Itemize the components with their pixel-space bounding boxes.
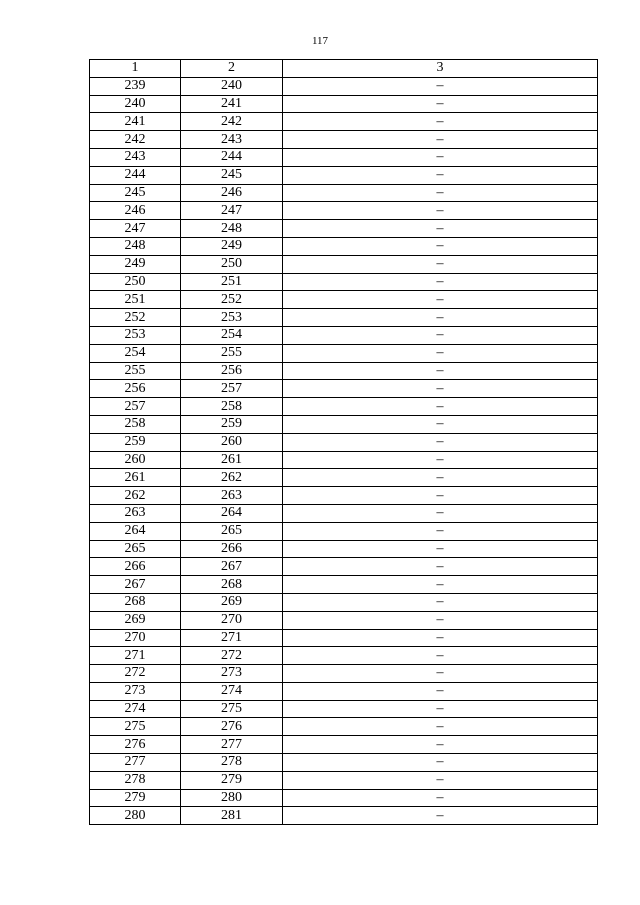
table-row (90, 647, 598, 665)
table-cell-col-1: 241 (90, 113, 181, 131)
table-cell-col-1: 273 (90, 682, 181, 700)
table-cell-col-1: 266 (90, 558, 181, 576)
table-row (90, 291, 598, 309)
table-cell-col-1: 255 (90, 362, 181, 380)
table-cell-col-2: 262 (181, 469, 283, 487)
table-cell-col-3: – (283, 166, 598, 184)
table-cell-col-2: 263 (181, 487, 283, 505)
table-cell-col-1: 275 (90, 718, 181, 736)
table-cell-col-1: 267 (90, 576, 181, 594)
table-row (90, 700, 598, 718)
table-cell-col-3: – (283, 611, 598, 629)
table-row (90, 558, 598, 576)
table-cell-col-1: 279 (90, 789, 181, 807)
table-cell-col-2: 255 (181, 344, 283, 362)
table-cell-col-2: 265 (181, 522, 283, 540)
table-cell-col-2: 266 (181, 540, 283, 558)
table-header (90, 60, 598, 78)
table-cell-col-3: – (283, 184, 598, 202)
table-cell-col-2: 278 (181, 754, 283, 772)
table-row (90, 451, 598, 469)
table-cell-col-2: 257 (181, 380, 283, 398)
table-cell-col-3: – (283, 718, 598, 736)
table-row (90, 77, 598, 95)
table-cell-col-3: – (283, 487, 598, 505)
table-cell-col-1: 261 (90, 469, 181, 487)
column-header-2: 2 (181, 60, 283, 78)
table-cell-col-3: – (283, 593, 598, 611)
table-cell-col-1: 277 (90, 754, 181, 772)
table-cell-col-1: 271 (90, 647, 181, 665)
column-header-1: 1 (90, 60, 181, 78)
table-row (90, 807, 598, 825)
table-row (90, 754, 598, 772)
page-number: 117 (311, 35, 329, 47)
table-cell-col-1: 251 (90, 291, 181, 309)
table-cell-col-2: 247 (181, 202, 283, 220)
table-cell-col-1: 257 (90, 398, 181, 416)
table-cell-col-1: 276 (90, 736, 181, 754)
table-cell-col-1: 243 (90, 148, 181, 166)
table-cell-col-3: – (283, 576, 598, 594)
table-cell-col-3: – (283, 309, 598, 327)
table-cell-col-1: 254 (90, 344, 181, 362)
table-cell-col-3: – (283, 202, 598, 220)
table-row (90, 131, 598, 149)
table-cell-col-2: 249 (181, 237, 283, 255)
table-cell-col-1: 278 (90, 771, 181, 789)
table-cell-col-1: 248 (90, 237, 181, 255)
table-row (90, 665, 598, 683)
table-cell-col-2: 268 (181, 576, 283, 594)
table-row (90, 380, 598, 398)
table-row (90, 273, 598, 291)
table-row (90, 202, 598, 220)
table-cell-col-2: 242 (181, 113, 283, 131)
table-cell-col-3: – (283, 344, 598, 362)
table-cell-col-3: – (283, 380, 598, 398)
table-row (90, 504, 598, 522)
table-cell-col-3: – (283, 291, 598, 309)
table-cell-col-2: 264 (181, 504, 283, 522)
table-cell-col-3: – (283, 558, 598, 576)
table-row (90, 398, 598, 416)
table-cell-col-2: 256 (181, 362, 283, 380)
table-cell-col-2: 277 (181, 736, 283, 754)
table-cell-col-1: 259 (90, 433, 181, 451)
table-cell-col-3: – (283, 789, 598, 807)
table-row (90, 113, 598, 131)
table-cell-col-2: 246 (181, 184, 283, 202)
table-cell-col-2: 250 (181, 255, 283, 273)
table-row (90, 682, 598, 700)
table-cell-col-3: – (283, 807, 598, 825)
table-cell-col-2: 240 (181, 77, 283, 95)
table-cell-col-2: 248 (181, 220, 283, 238)
table-cell-col-3: – (283, 540, 598, 558)
table-cell-col-3: – (283, 415, 598, 433)
table-row (90, 718, 598, 736)
table-cell-col-1: 244 (90, 166, 181, 184)
table-row (90, 771, 598, 789)
table-cell-col-2: 272 (181, 647, 283, 665)
table-cell-col-1: 253 (90, 326, 181, 344)
table-row (90, 220, 598, 238)
table-cell-col-3: – (283, 326, 598, 344)
table-cell-col-3: – (283, 700, 598, 718)
table-row (90, 237, 598, 255)
table-row (90, 362, 598, 380)
table-cell-col-3: – (283, 754, 598, 772)
table-cell-col-1: 258 (90, 415, 181, 433)
table-row (90, 593, 598, 611)
table-cell-col-2: 259 (181, 415, 283, 433)
table-cell-col-3: – (283, 665, 598, 683)
table-cell-col-2: 275 (181, 700, 283, 718)
table-row (90, 326, 598, 344)
table-row (90, 540, 598, 558)
table-row (90, 469, 598, 487)
table-cell-col-1: 247 (90, 220, 181, 238)
table-cell-col-3: – (283, 522, 598, 540)
table-cell-col-2: 260 (181, 433, 283, 451)
table-cell-col-3: – (283, 771, 598, 789)
table-cell-col-1: 264 (90, 522, 181, 540)
table-cell-col-3: – (283, 131, 598, 149)
table-cell-col-3: – (283, 736, 598, 754)
header-row (90, 60, 598, 78)
table-cell-col-3: – (283, 95, 598, 113)
table-cell-col-3: – (283, 629, 598, 647)
table-row (90, 95, 598, 113)
table-cell-col-1: 269 (90, 611, 181, 629)
table-cell-col-3: – (283, 255, 598, 273)
table-cell-col-1: 263 (90, 504, 181, 522)
table-cell-col-1: 240 (90, 95, 181, 113)
table-cell-col-2: 280 (181, 789, 283, 807)
table-row (90, 487, 598, 505)
table-cell-col-1: 256 (90, 380, 181, 398)
table-cell-col-1: 280 (90, 807, 181, 825)
table-cell-col-1: 250 (90, 273, 181, 291)
table-cell-col-3: – (283, 273, 598, 291)
table-cell-col-3: – (283, 148, 598, 166)
table-cell-col-2: 271 (181, 629, 283, 647)
table-row (90, 184, 598, 202)
table-row (90, 736, 598, 754)
table-row (90, 522, 598, 540)
table-cell-col-2: 267 (181, 558, 283, 576)
table-cell-col-3: – (283, 77, 598, 95)
table-cell-col-1: 260 (90, 451, 181, 469)
table-cell-col-2: 243 (181, 131, 283, 149)
table-cell-col-2: 252 (181, 291, 283, 309)
table-cell-col-3: – (283, 682, 598, 700)
table-cell-col-2: 251 (181, 273, 283, 291)
column-header-3: 3 (283, 60, 598, 78)
table-cell-col-2: 254 (181, 326, 283, 344)
table-cell-col-3: – (283, 362, 598, 380)
table-cell-col-3: – (283, 647, 598, 665)
table-row (90, 148, 598, 166)
table-body (90, 77, 598, 824)
table-row (90, 255, 598, 273)
table-cell-col-1: 242 (90, 131, 181, 149)
table-cell-col-3: – (283, 504, 598, 522)
table-row (90, 309, 598, 327)
table-row (90, 789, 598, 807)
table-cell-col-1: 270 (90, 629, 181, 647)
table-cell-col-1: 265 (90, 540, 181, 558)
table-cell-col-1: 246 (90, 202, 181, 220)
table-cell-col-2: 244 (181, 148, 283, 166)
table-cell-col-1: 274 (90, 700, 181, 718)
table-cell-col-2: 245 (181, 166, 283, 184)
table-cell-col-3: – (283, 398, 598, 416)
table-row (90, 166, 598, 184)
table-row (90, 344, 598, 362)
table-cell-col-1: 268 (90, 593, 181, 611)
table-row (90, 433, 598, 451)
table-cell-col-1: 262 (90, 487, 181, 505)
table-cell-col-2: 253 (181, 309, 283, 327)
table-cell-col-1: 245 (90, 184, 181, 202)
table-cell-col-2: 258 (181, 398, 283, 416)
table-cell-col-1: 272 (90, 665, 181, 683)
table-cell-col-3: – (283, 113, 598, 131)
table-row (90, 415, 598, 433)
table-cell-col-2: 270 (181, 611, 283, 629)
table-cell-col-2: 274 (181, 682, 283, 700)
table-cell-col-2: 269 (181, 593, 283, 611)
table-cell-col-2: 279 (181, 771, 283, 789)
table-cell-col-1: 239 (90, 77, 181, 95)
data-table (89, 59, 598, 825)
table-cell-col-2: 273 (181, 665, 283, 683)
table-cell-col-3: – (283, 433, 598, 451)
table-row (90, 576, 598, 594)
table-row (90, 629, 598, 647)
table-cell-col-3: – (283, 451, 598, 469)
table-cell-col-3: – (283, 469, 598, 487)
table-cell-col-1: 252 (90, 309, 181, 327)
table-cell-col-3: – (283, 237, 598, 255)
table-cell-col-3: – (283, 220, 598, 238)
table-cell-col-2: 276 (181, 718, 283, 736)
table-cell-col-2: 241 (181, 95, 283, 113)
table-row (90, 611, 598, 629)
table-cell-col-2: 281 (181, 807, 283, 825)
table-cell-col-2: 261 (181, 451, 283, 469)
table-cell-col-1: 249 (90, 255, 181, 273)
